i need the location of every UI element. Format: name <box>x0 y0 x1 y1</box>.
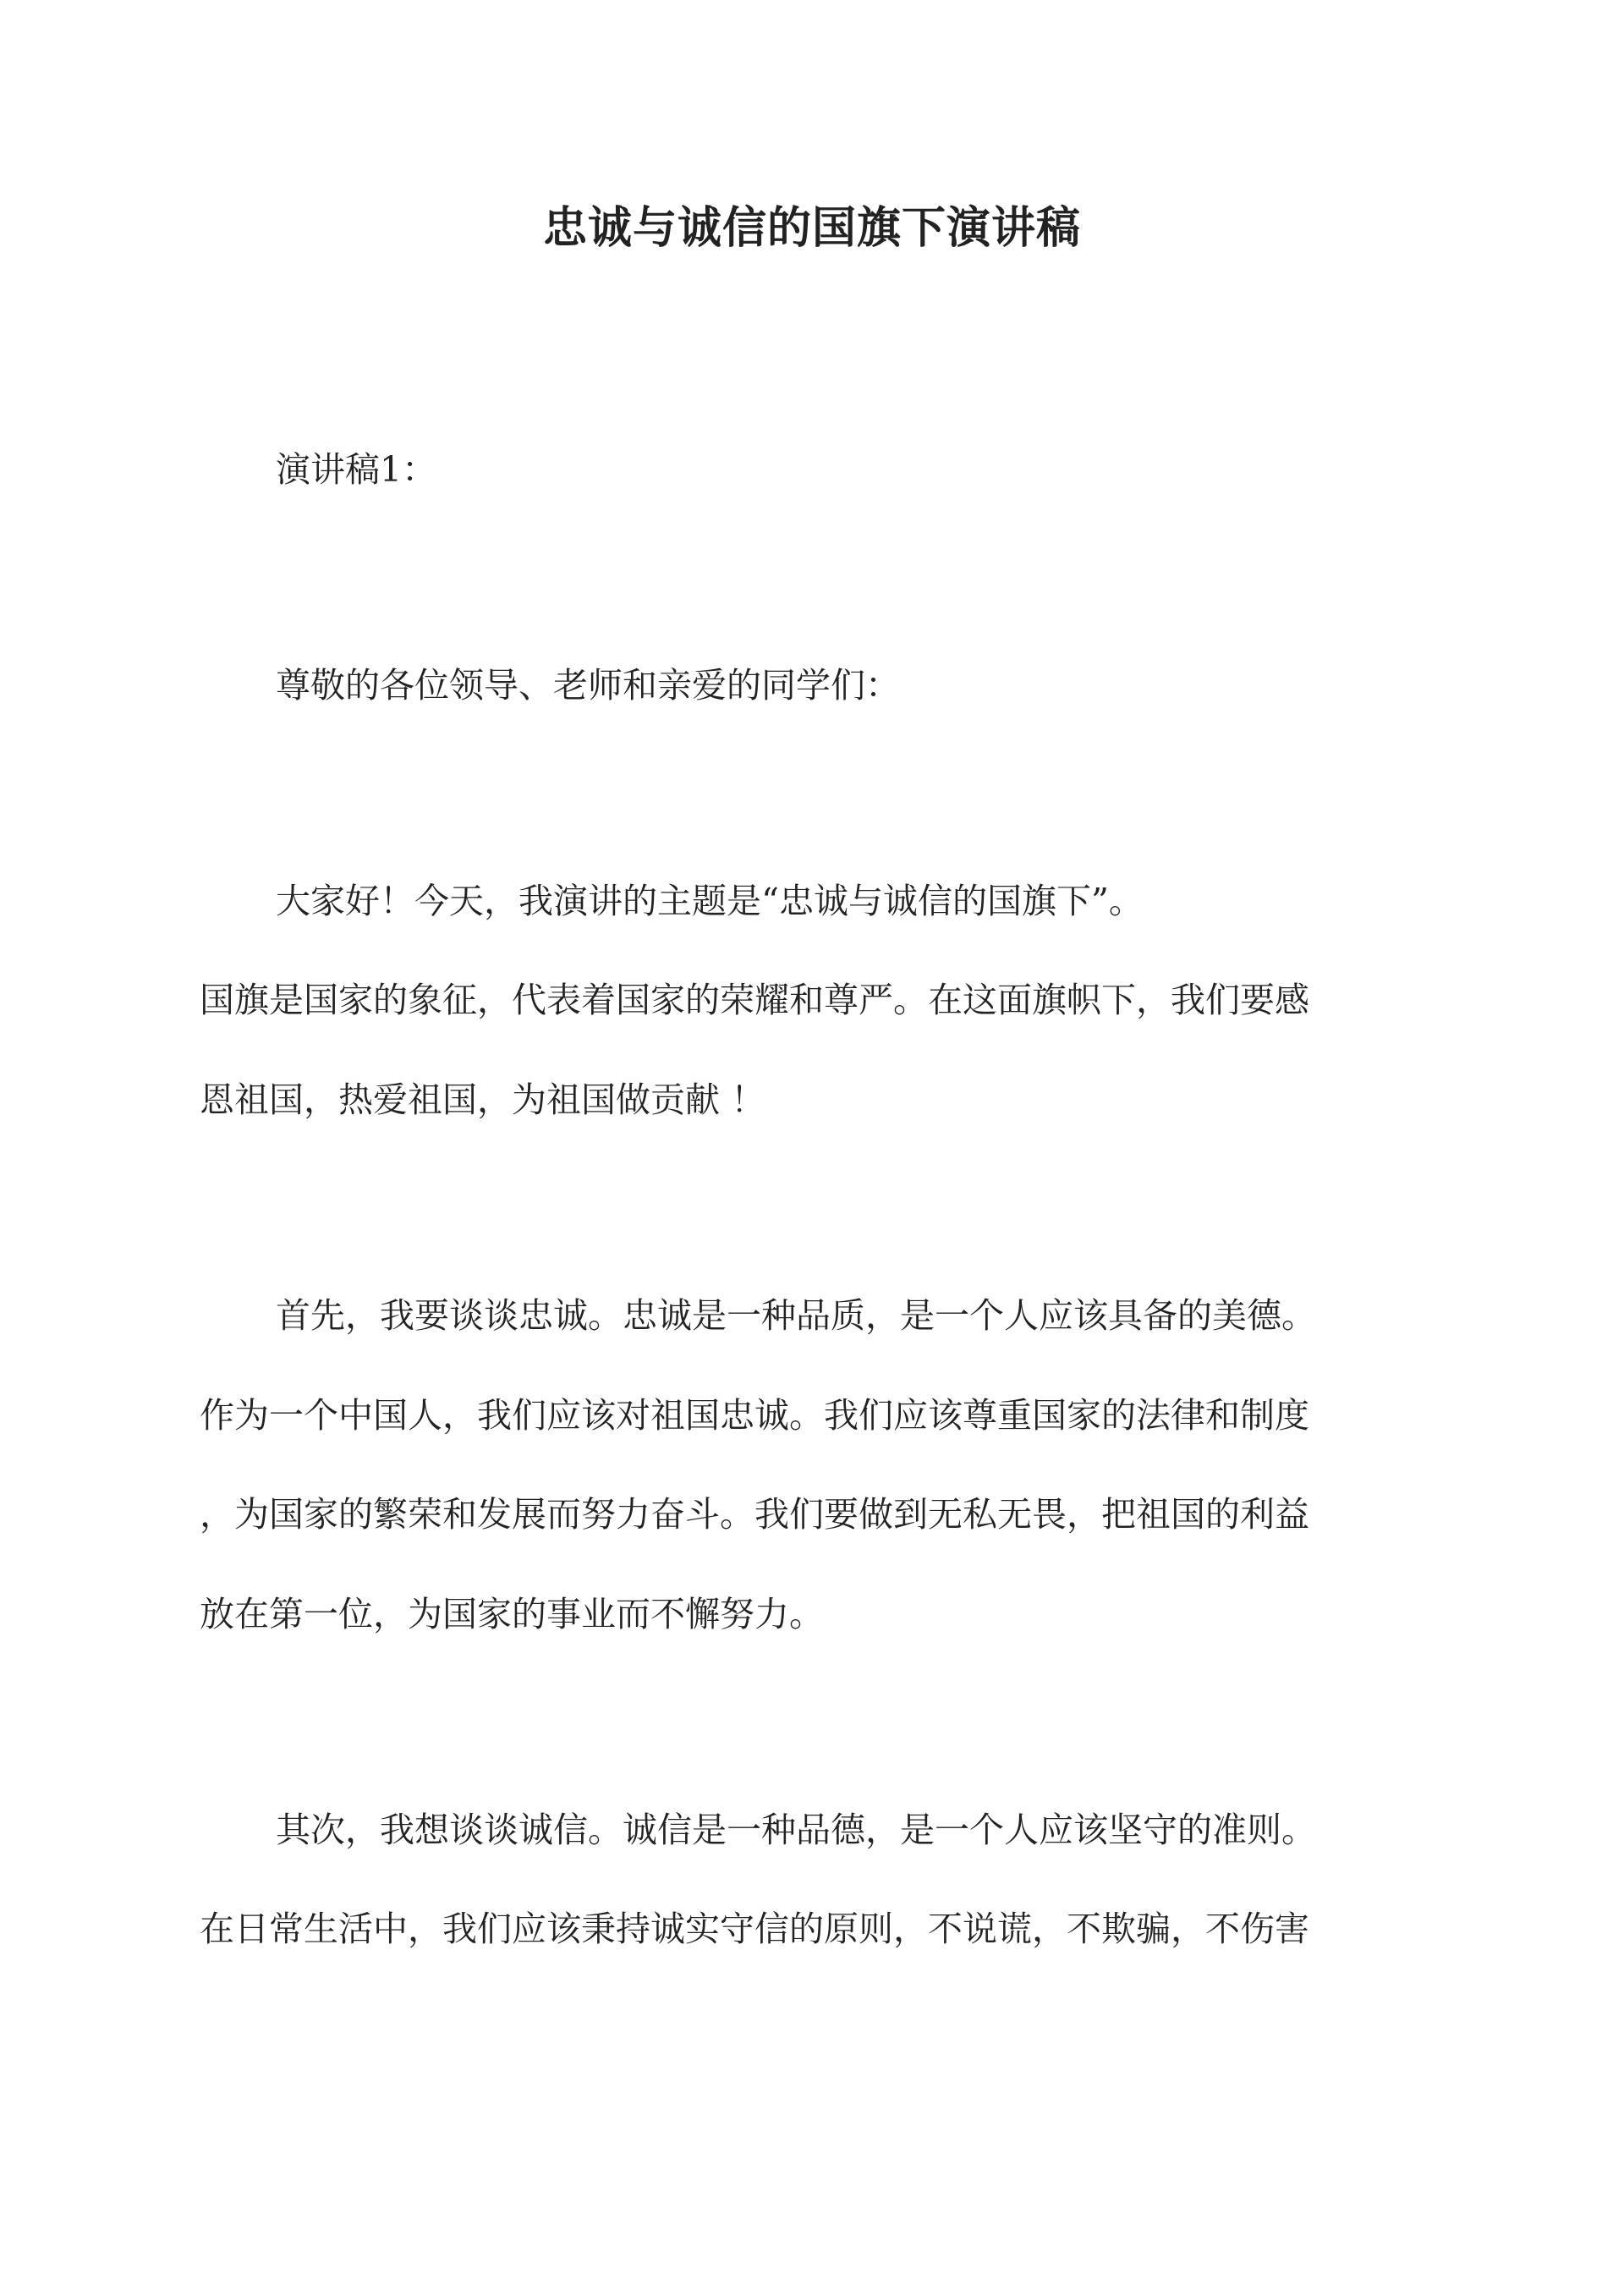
paragraph-line: 在日常生活中，我们应该秉持诚实守信的原则，不说谎，不欺骗，不伤害 <box>200 1909 1309 1949</box>
paragraph-line: 首先，我要谈谈忠诚。忠诚是一种品质，是一个人应该具备的美德。 <box>276 1295 1316 1336</box>
speech-label: 演讲稿1： <box>276 449 437 490</box>
paragraph-line: 放在第一位，为国家的事业而不懈努力。 <box>200 1594 824 1634</box>
paragraph-line: 恩祖国，热爱祖国，为祖国做贡献 ！ <box>200 1079 766 1120</box>
paragraph-line: 大家好！今天，我演讲的主题是“忠诚与诚信的国旗下”。 <box>276 881 1144 921</box>
paragraph-line: ，为国家的繁荣和发展而努力奋斗。我们要做到无私无畏，把祖国的利益 <box>200 1494 1309 1535</box>
paragraph-line: 其次，我想谈谈诚信。诚信是一种品德，是一个人应该坚守的准则。 <box>276 1810 1316 1850</box>
paragraph-line: 国旗是国家的象征，代表着国家的荣耀和尊严。在这面旗帜下，我们要感 <box>200 980 1309 1020</box>
paragraph-line: 作为一个中国人，我们应该对祖国忠诚。我们应该尊重国家的法律和制度 <box>200 1395 1309 1436</box>
document-title: 忠诚与诚信的国旗下演讲稿 <box>542 202 1081 254</box>
salutation: 尊敬的各位领导、老师和亲爱的同学们： <box>276 665 900 706</box>
